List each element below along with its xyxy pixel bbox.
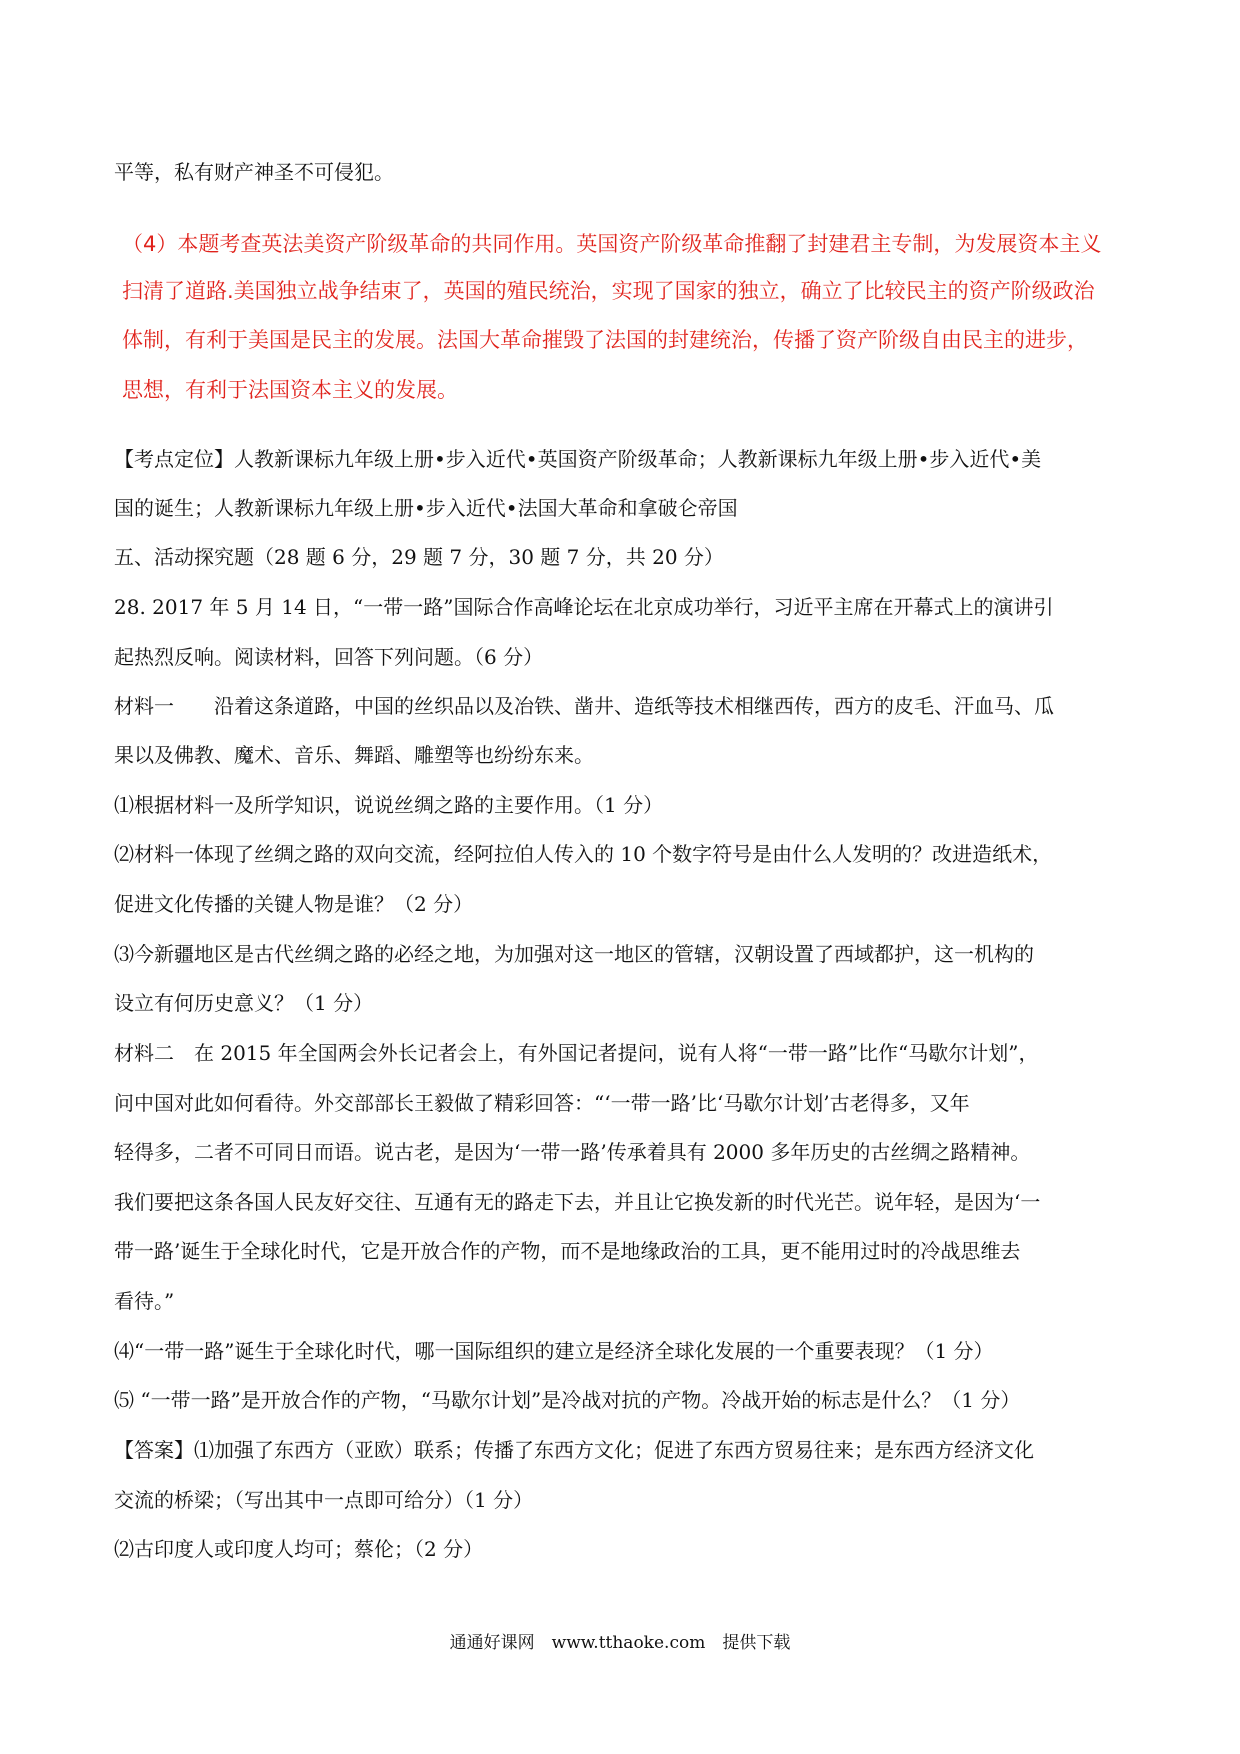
material-1-line-1: 材料一 沿着这条道路，中国的丝织品以及冶铁、凿井、造纸等技术相继西传，西方的皮毛、汗血马、瓜 — [114, 694, 1054, 718]
exam-point-line-2: 国的诞生；人教新课标九年级上册•步入近代•法国大革命和拿破仑帝国 — [114, 496, 738, 520]
question-28-stem-line-1: 28. 2017 年 5 月 14 日，“一带一路”国际合作高峰论坛在北京成功举行，习近平主席在开幕式上的演讲引 — [114, 595, 1054, 619]
material-2-line-5: 带一路’诞生于全球化时代，它是开放合作的产物，而不是地缘政治的工具，更不能用过时的冷战思维去 — [114, 1239, 1021, 1263]
sub-question-3-line-2: 设立有何历史意义？（1 分） — [114, 991, 374, 1015]
material-2-line-2: 问中国对此如何看待。外交部部长王毅做了精彩回答：“‘一带一路’比‘马歇尔计划’古老得多，又年 — [114, 1091, 970, 1115]
text-line-1: 平等，私有财产神圣不可侵犯。 — [114, 160, 394, 184]
answer-line-1: 【答案】⑴加强了东西方（亚欧）联系；传播了东西方文化；促进了东西方贸易往来；是东西方经济文化 — [114, 1438, 1034, 1462]
answer-explanation-line-1: （4）本题考查英法美资产阶级革命的共同作用。英国资产阶级革命推翻了封建君主专制，为发展资本主义 — [122, 232, 1102, 256]
sub-question-2-line-1: ⑵材料一体现了丝绸之路的双向交流，经阿拉伯人传入的 10 个数字符号是由什么人发明的？改进造纸术， — [114, 842, 1053, 866]
material-2-line-6: 看待。” — [114, 1289, 175, 1313]
question-28-stem-line-2: 起热烈反响。阅读材料，回答下列问题。（6 分） — [114, 645, 544, 669]
material-2-line-4: 我们要把这条各国人民友好交往、互通有无的路走下去，并且让它换发新的时代光芒。说年轻，是因为‘一 — [114, 1190, 1041, 1214]
answer-line-3: ⑵古印度人或印度人均可；蔡伦；（2 分） — [114, 1537, 484, 1561]
sub-question-1: ⑴根据材料一及所学知识，说说丝绸之路的主要作用。（1 分） — [114, 793, 664, 817]
answer-explanation-line-2: 扫清了道路.美国独立战争结束了，英国的殖民统治，实现了国家的独立，确立了比较民主的资产阶级政治 — [122, 279, 1095, 303]
sub-question-4: ⑷“一带一路”诞生于全球化时代，哪一国际组织的建立是经济全球化发展的一个重要表现？（1 分） — [114, 1339, 994, 1363]
sub-question-2-line-2: 促进文化传播的关键人物是谁？（2 分） — [114, 892, 474, 916]
sub-question-5: ⑸ “一带一路”是开放合作的产物，“马歇尔计划”是冷战对抗的产物。冷战开始的标志是什么？（1 分） — [114, 1388, 1021, 1412]
answer-line-2: 交流的桥梁；（写出其中一点即可给分）（1 分） — [114, 1488, 534, 1512]
answer-explanation-line-3: 体制，有利于美国是民主的发展。法国大革命摧毁了法国的封建统治，传播了资产阶级自由民主的进步， — [122, 328, 1088, 352]
sub-question-3-line-1: ⑶今新疆地区是古代丝绸之路的必经之地，为加强对这一地区的管辖，汉朝设置了西域都护，这一机构的 — [114, 942, 1034, 966]
material-2-line-1: 材料二 在 2015 年全国两会外长记者会上，有外国记者提问，说有人将“一带一路”比作“马歇尔计划”， — [114, 1041, 1039, 1065]
material-2-line-3: 轻得多，二者不可同日而语。说古老，是因为‘一带一路’传承着具有 2000 多年历史的古丝绸之路精神。 — [114, 1140, 1031, 1164]
exam-point-line-1: 【考点定位】人教新课标九年级上册•步入近代•英国资产阶级革命；人教新课标九年级上册•步入近代•美 — [114, 447, 1042, 471]
answer-explanation-line-4: 思想，有利于法国资本主义的发展。 — [122, 378, 458, 402]
page-footer: 通通好课网 www.tthaoke.com 提供下载 — [449, 1633, 791, 1653]
section-heading: 五、活动探究题（28 题 6 分，29 题 7 分，30 题 7 分，共 20 分） — [114, 545, 724, 569]
material-1-line-2: 果以及佛教、魔术、音乐、舞蹈、雕塑等也纷纷东来。 — [114, 743, 594, 767]
